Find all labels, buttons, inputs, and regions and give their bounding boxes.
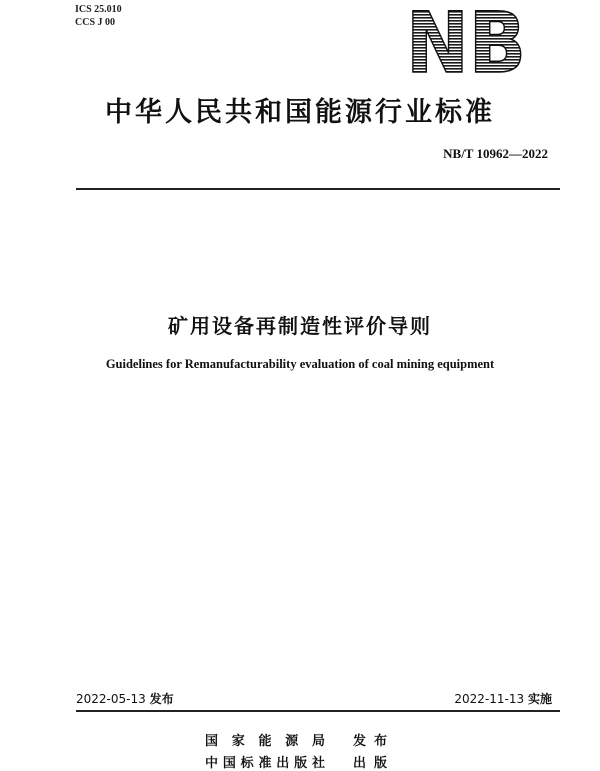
publisher-action: 出版 [352,756,395,771]
publisher-name: 中国标准出版社 [204,756,325,771]
nb-logo-text: NB [406,8,526,76]
document-title-en: Guidelines for Remanufacturability evaluation of coal mining equipment [105,357,495,371]
issuing-authority-name: 国家能源局 [204,734,325,749]
issuing-authority-action: 发布 [352,734,395,749]
implementation-date-value: 2022-11-13 [454,692,525,706]
classification-codes [75,3,122,29]
issue-date-label: 发布 [149,692,174,706]
publisher [0,752,600,771]
issuing-authority [0,730,600,749]
document-title-cn: 矿用设备再制造性评价导则 [168,314,432,338]
issue-date [76,690,174,707]
implementation-date [454,690,552,707]
standard-organization: 中华人民共和国能源行业标准 [105,97,495,128]
standard-number: NB/T 10962—2022 [443,146,548,161]
issue-date-value: 2022-05-13 [76,692,146,706]
implementation-date-label: 实施 [527,692,552,706]
ics-code: ICS 25.010 [75,4,122,15]
ccs-code: CCS J 00 [75,17,116,28]
footer-divider [76,710,560,712]
nb-logo [406,8,528,76]
header-divider [76,188,560,190]
